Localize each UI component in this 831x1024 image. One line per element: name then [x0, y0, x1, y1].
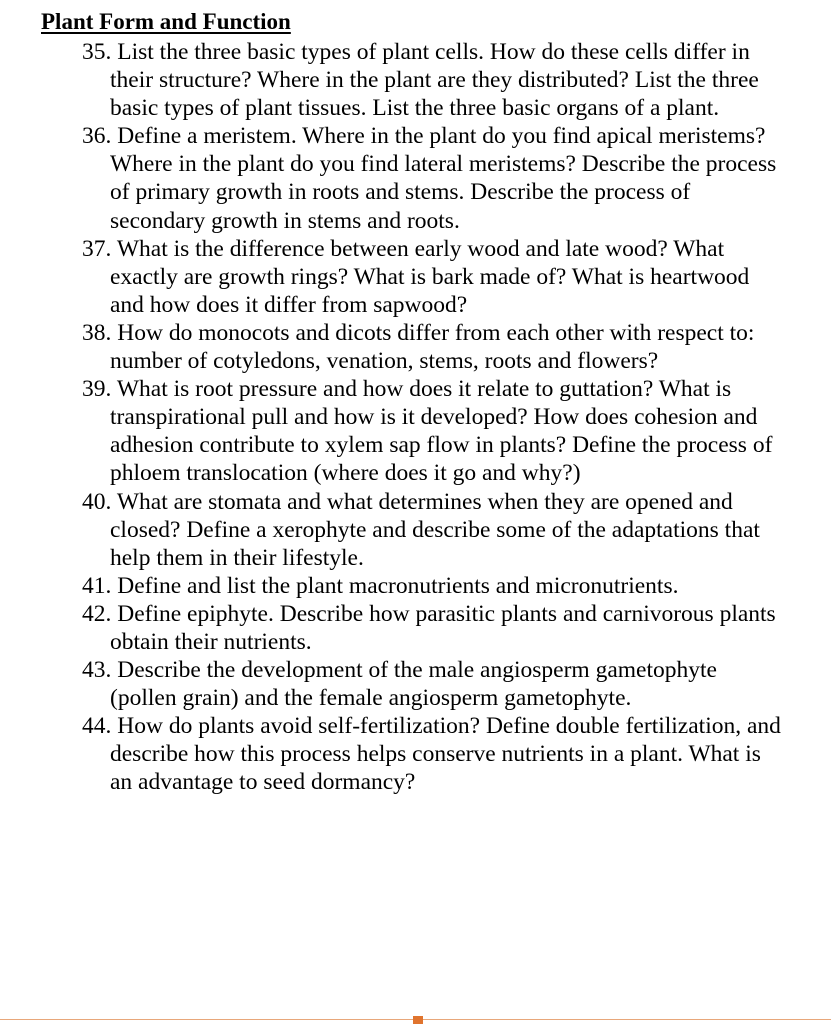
page-break-marker[interactable]	[413, 1016, 423, 1024]
question-item	[82, 235, 782, 319]
question-item	[82, 38, 782, 122]
question-text: How do plants avoid self-fertilization? Define double fertilization, and describe how this process helps conserve nutrients in a plant. What is an advantage to seed dormancy?	[110, 713, 781, 796]
question-item	[82, 600, 782, 656]
question-text: How do monocots and dicots differ from each other with respect to: number of cotyledons, venation, stems, roots and flowers?	[110, 319, 755, 375]
question-item	[82, 712, 782, 796]
question-number: 35.	[82, 39, 112, 65]
question-number: 37.	[82, 235, 112, 262]
section-heading: Plant Form and Function	[41, 9, 291, 34]
question-text: What are stomata and what determines when they are opened and closed? Define a xerophyte and describe some of the adaptations that help them in their lifestyle.	[110, 488, 760, 571]
question-number: 36.	[82, 123, 112, 150]
question-number: 38.	[82, 319, 112, 346]
question-item	[82, 572, 782, 600]
question-number: 39.	[82, 376, 112, 403]
question-text: Define epiphyte. Describe how parasitic plants and carnivorous plants obtain their nutrients.	[110, 600, 776, 655]
question-text: List the three basic types of plant cells. How do these cells differ in their structure? Where in the plant are they distributed? List the three basic types of plant tissues. List the three basic organs of a plant.	[110, 39, 759, 122]
question-text: Define a meristem. Where in the plant do you find apical meristems? Where in the plant do you find lateral meristems? Describe the process of primary growth in roots and stems. Describe the process of secondary growth in stems and roots.	[110, 123, 777, 234]
question-number: 42.	[82, 600, 112, 627]
question-text: What is the difference between early wood and late wood? What exactly are growth rings? What is bark made of? What is heartwood and how does it differ from sapwood?	[110, 235, 750, 318]
question-text: Define and list the plant macronutrients and micronutrients.	[117, 572, 679, 599]
question-item	[82, 375, 782, 487]
question-number: 40.	[82, 488, 112, 515]
question-item	[82, 122, 782, 234]
question-text: What is root pressure and how does it relate to guttation? What is transpirational pull and how is it developed? How does cohesion and adhesion contribute to xylem sap flow in plants? Define the process of phloem translocation (where does it go and why?)	[110, 376, 773, 487]
question-number: 44.	[82, 713, 112, 740]
question-list	[82, 38, 782, 797]
question-number: 41.	[82, 572, 112, 599]
question-text: Describe the development of the male angiosperm gametophyte (pollen grain) and the female angiosperm gametophyte.	[110, 657, 717, 712]
question-number: 43.	[82, 657, 112, 684]
question-item	[82, 656, 782, 712]
question-item	[82, 319, 782, 375]
question-item	[82, 488, 782, 572]
